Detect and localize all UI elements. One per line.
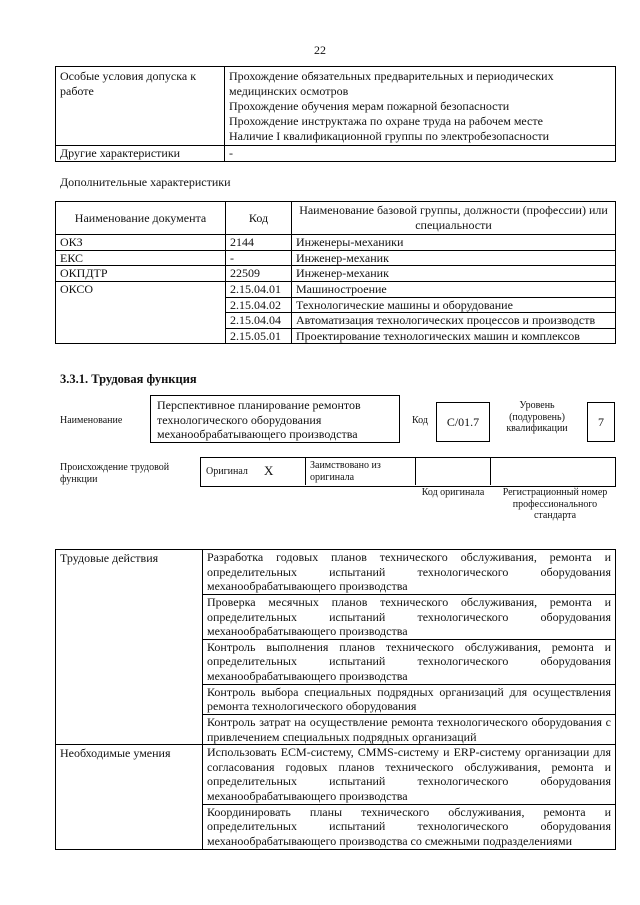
other-value: - [225,146,616,162]
cell-name: Инженеры-механики [292,235,616,251]
code-label: Код [412,415,428,426]
other-label: Другие характеристики [56,146,225,162]
section-label: Необходимые умения [56,745,203,849]
page-number: 22 [314,43,326,57]
conditions-value: Прохождение инструктажа по охране труда на рабочем месте [229,113,543,128]
conditions-value: Прохождение обучения мерам пожарной безопасности [229,99,510,114]
cell-code: 22509 [226,266,292,282]
table-row [56,235,616,251]
table-row [56,67,616,146]
conditions-value: Прохождение обязательных предварительных и периодических медицинских осмотров [229,69,554,98]
cell-name: Проектирование технологических машин и комплексов [292,328,616,344]
table-row [56,281,616,297]
function-heading: 3.3.1. Трудовая функция [60,372,197,386]
cell-name: Инженер-механик [292,266,616,282]
reg-caption: Регистрационный номер профессионального стандарта [502,487,608,521]
table-row [56,266,616,282]
cell-code: 2.15.04.01 [226,281,292,297]
table-header-row [56,202,616,235]
header-name: Наименование базовой группы, должности (профессии) или специальности [292,202,616,235]
level-label: Уровень (подуровень) квалификации [506,400,568,434]
header-code: Код [226,202,292,235]
header-doc: Наименование документа [56,202,226,235]
cell-name: Автоматизация технологических процессов и производств [292,313,616,329]
origin-divider [305,457,306,485]
list-item: Контроль затрат на осуществление ремонта технологического оборудования с привлечением специальных подрядных организаций [203,714,616,744]
additional-heading: Дополнительные характеристики [60,175,231,189]
conditions-label: Особые условия допуска к работе [56,67,225,146]
code-box [436,402,490,442]
table-row [56,745,616,805]
borrowed-label: Заимствовано из оригинала [310,460,381,483]
table-row [56,550,616,595]
cell-code: 2144 [226,235,292,251]
origin-divider [415,457,416,485]
cell-doc: ЕКС [56,250,226,266]
section-label: Трудовые действия [56,550,203,745]
conditions-value: Наличие I квалификационной группы по электробезопасности [229,128,550,143]
level-value: 7 [598,415,604,429]
cell-code: 2.15.04.02 [226,297,292,313]
code-caption: Код оригинала [421,487,485,498]
function-name: Перспективное планирование ремонтов технологического оборудования механообрабатывающего производства [157,398,361,442]
origin-label: Происхождение трудовой функции [60,462,170,485]
cell-name: Машиностроение [292,281,616,297]
origin-divider [490,457,491,485]
list-item: Координировать планы технического обслуживания, ремонта и определительных испытаний технологического оборудования механообрабатывающего производства со смежными подразделениями [203,804,616,849]
cell-code: - [226,250,292,266]
level-box [587,402,615,442]
cell-doc: ОКПДТР [56,266,226,282]
list-item: Разработка годовых планов технического обслуживания, ремонта и определительных испытаний технологического оборудования механообрабатывающего производства [203,550,616,595]
code-value: C/01.7 [446,415,480,429]
table-row [56,250,616,266]
cell-doc: ОКЗ [56,235,226,251]
cell-code: 2.15.05.01 [226,328,292,344]
cell-doc: ОКСО [56,281,226,344]
conditions-table [55,66,616,162]
list-item: Контроль выбора специальных подрядных организаций для осуществления ремонта технологического оборудования [203,684,616,714]
original-mark: X [264,463,274,478]
list-item: Проверка месячных планов технического обслуживания, ремонта и определительных испытаний технологического оборудования механообрабатывающего производства [203,594,616,639]
actions-table [55,549,616,850]
list-item: Контроль выполнения планов технического обслуживания, ремонта и определительных испытаний технологического оборудования механообрабатывающего производства [203,639,616,684]
table-row [56,146,616,162]
cell-code: 2.15.04.04 [226,313,292,329]
cell-name: Инженер-механик [292,250,616,266]
cell-name: Технологические машины и оборудование [292,297,616,313]
name-label: Наименование [60,415,123,426]
function-name-box [150,395,400,443]
original-label: Оригинал [206,466,248,477]
additional-table [55,201,616,344]
list-item: Использовать ЕСМ-систему, CMMS-систему и ERP-систему организации для согласования годовых планов технического обслуживания, ремонта и определительных испытаний технологического оборудования механообрабатывающего производства [203,745,616,805]
conditions-values [225,67,616,146]
